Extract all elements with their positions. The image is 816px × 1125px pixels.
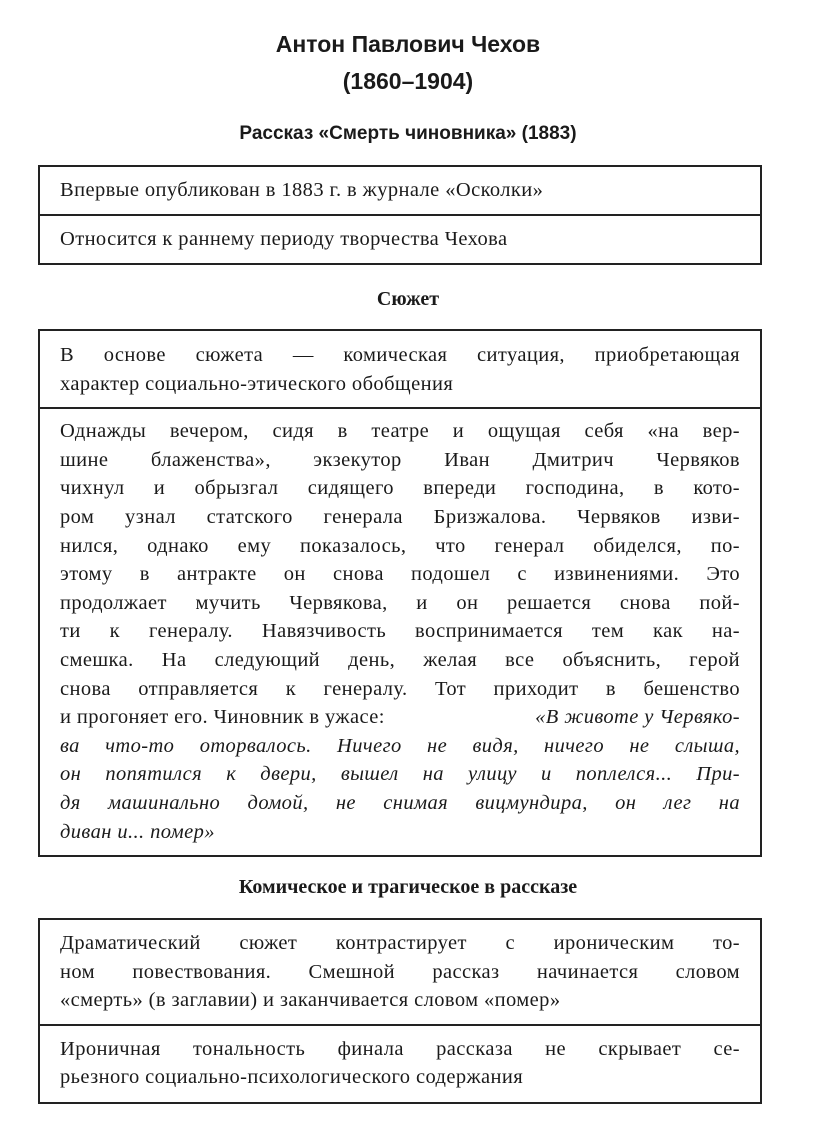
author-years: (1860–1904) [342,68,474,94]
contrast-row [40,920,760,1024]
publication-row [40,167,760,214]
text-fragment: и прогоняет его. Чиновник в ужасе: [60,706,385,729]
text-line: «смерть» (в заглавии) и заканчивается словом «помер» [60,989,561,1012]
plot-basis-row [40,331,760,407]
plot-summary-row [40,407,760,855]
text-line: рьезного социально-психологического содержания [60,1066,524,1089]
text-line: шине блаженства», экзекутор Иван Дмитрич Червяков [60,448,740,471]
plot-table [38,329,762,857]
comic-heading: Комическое и трагическое в рассказе [238,876,578,898]
comic-table [38,918,762,1104]
plot-heading: Сюжет [376,288,440,310]
quote-line: ва что-то оторвалось. Ничего не видя, ничего не слыша, [60,734,740,757]
quote-line: диван и... помер» [60,820,215,843]
period-row [40,214,760,264]
story-title: Рассказ «Смерть чиновника» (1883) [239,123,577,144]
text-line: нился, однако ему показалось, что генерал обиделся, по- [60,534,740,557]
quote-fragment: «В животе у Червяко- [535,706,740,729]
text-line: В основе сюжета — комическая ситуация, приобретающая [60,344,740,366]
text-line: чихнул и обрызгал сидящего впереди господина, в кото- [60,477,740,500]
text-line: характер социально-этического обобщения [60,372,454,395]
text-line: смешка. На следующий день, желая все объяснить, герой [60,648,740,671]
text-line: Однажды вечером, сидя в театре и ощущая себя «на вер- [60,420,740,443]
text-line: этому в антракте он снова подошел с извинениями. Это [60,563,740,586]
period-text: Относится к раннему периоду творчества Чехова [60,227,508,250]
text-line: ром узнал статского генерала Бризжалова. Червяков изви- [60,505,740,528]
quote-line: он попятился к двери, вышел на улицу и поплелся... При- [60,763,740,786]
intro-table [38,165,762,265]
text-line-mixed [60,703,740,732]
text-line: Ироничная тональность финала рассказа не скрывает се- [60,1037,740,1060]
text-line: продолжает мучить Червякова, и он решается снова пой- [60,591,740,614]
text-line: ном повествования. Смешной рассказ начинается словом [60,960,740,983]
publication-text: Впервые опубликован в 1883 г. в журнале «Осколки» [60,179,544,201]
author-name: Антон Павлович Чехов [275,31,541,57]
quote-line: дя машинально домой, не снимая вицмундира, он лег на [60,791,740,814]
text-line: ти к генералу. Навязчивость воспринимается тем как на- [60,620,740,643]
text-line: Драматический сюжет контрастирует с ироническим то- [60,932,740,954]
finale-row [40,1024,760,1102]
text-line: снова отправляется к генералу. Тот приходит в бешенство [60,677,740,700]
